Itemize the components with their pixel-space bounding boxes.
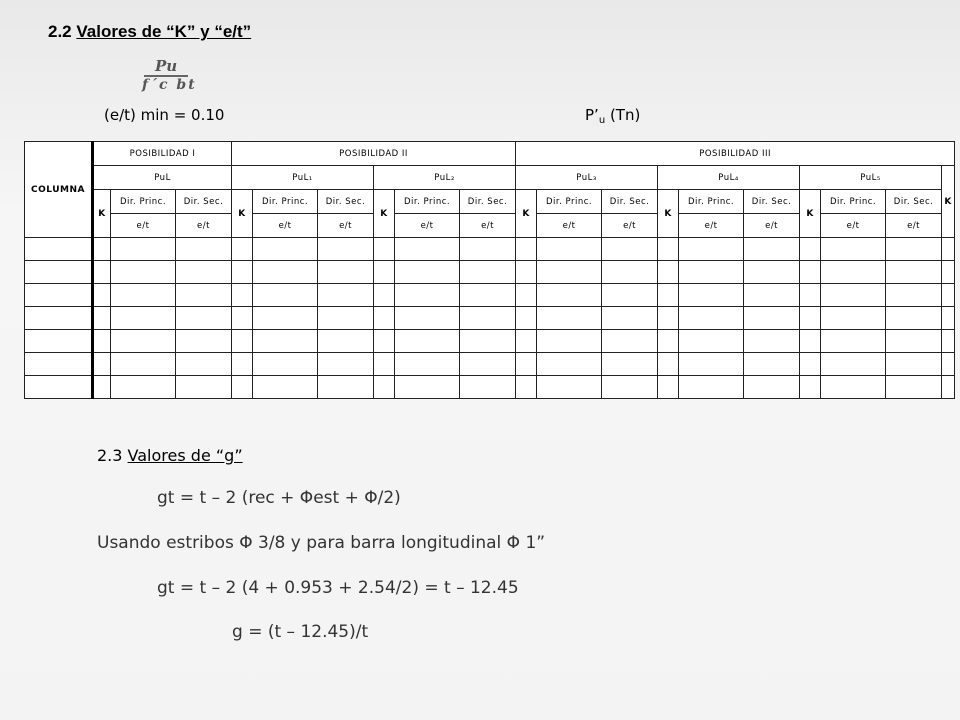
dir-sec-header: Dir. Sec. bbox=[460, 190, 516, 214]
table-cell bbox=[111, 284, 176, 307]
table-cell bbox=[516, 353, 537, 376]
table-cell bbox=[374, 330, 395, 353]
table-cell bbox=[25, 261, 93, 284]
load-header: PuL₂ bbox=[374, 166, 516, 190]
et-header: e/t bbox=[111, 214, 176, 238]
table-cell bbox=[744, 376, 800, 399]
et-header: e/t bbox=[537, 214, 602, 238]
table-cell bbox=[537, 284, 602, 307]
dir-sec-header: Dir. Sec. bbox=[886, 190, 942, 214]
table-cell bbox=[602, 284, 658, 307]
table-cell bbox=[679, 330, 744, 353]
table-cell bbox=[886, 261, 942, 284]
table-row bbox=[25, 261, 955, 284]
et-header: e/t bbox=[602, 214, 658, 238]
group-header: POSIBILIDAD II bbox=[232, 142, 516, 166]
table-row bbox=[25, 238, 955, 261]
table-cell bbox=[942, 284, 955, 307]
columna-header: COLUMNA bbox=[25, 142, 93, 238]
table-cell bbox=[395, 330, 460, 353]
pu-suffix: (Tn) bbox=[605, 106, 641, 124]
table-cell bbox=[537, 376, 602, 399]
k-et-table bbox=[24, 141, 955, 399]
table-cell bbox=[537, 330, 602, 353]
table-cell bbox=[602, 330, 658, 353]
table-cell bbox=[516, 238, 537, 261]
table-cell bbox=[821, 284, 886, 307]
table-cell bbox=[25, 307, 93, 330]
table-cell bbox=[232, 353, 253, 376]
et-header: e/t bbox=[821, 214, 886, 238]
table-cell bbox=[93, 376, 111, 399]
section-2-2-heading bbox=[48, 22, 251, 42]
table-cell bbox=[744, 238, 800, 261]
table-cell bbox=[374, 353, 395, 376]
dir-sec-header: Dir. Sec. bbox=[602, 190, 658, 214]
table-cell bbox=[176, 261, 232, 284]
table-cell bbox=[253, 307, 318, 330]
table-cell bbox=[744, 307, 800, 330]
gt-formula: gt = t – 2 (rec + Φest + Φ/2) bbox=[157, 488, 401, 508]
et-header: e/t bbox=[744, 214, 800, 238]
table-cell bbox=[176, 307, 232, 330]
header-row-directions bbox=[25, 190, 955, 214]
table-cell bbox=[800, 284, 821, 307]
load-header: PuL₄ bbox=[658, 166, 800, 190]
table-cell bbox=[537, 238, 602, 261]
table-cell bbox=[744, 284, 800, 307]
table-cell bbox=[395, 261, 460, 284]
table-cell bbox=[744, 353, 800, 376]
k-header: K bbox=[516, 190, 537, 238]
table-cell bbox=[679, 238, 744, 261]
et-header: e/t bbox=[886, 214, 942, 238]
formula-denominator: f´c bt bbox=[142, 77, 197, 93]
table-cell bbox=[602, 307, 658, 330]
table-cell bbox=[318, 261, 374, 284]
table-cell bbox=[537, 261, 602, 284]
et-header: e/t bbox=[176, 214, 232, 238]
table-cell bbox=[942, 353, 955, 376]
formula-numerator: Pu bbox=[155, 57, 178, 75]
load-header: PuL₃ bbox=[516, 166, 658, 190]
table-cell bbox=[460, 376, 516, 399]
table-cell bbox=[318, 330, 374, 353]
et-header: e/t bbox=[318, 214, 374, 238]
table-cell bbox=[800, 330, 821, 353]
table-cell bbox=[602, 261, 658, 284]
table-cell bbox=[395, 284, 460, 307]
table-cell bbox=[679, 261, 744, 284]
table-cell bbox=[232, 238, 253, 261]
dir-princ-header: Dir. Princ. bbox=[395, 190, 460, 214]
table-cell bbox=[516, 376, 537, 399]
dir-sec-header: Dir. Sec. bbox=[176, 190, 232, 214]
table-cell bbox=[318, 284, 374, 307]
table-cell bbox=[821, 238, 886, 261]
table-cell bbox=[821, 376, 886, 399]
table-cell bbox=[658, 330, 679, 353]
table-cell bbox=[25, 284, 93, 307]
table-cell bbox=[318, 307, 374, 330]
table-cell bbox=[886, 284, 942, 307]
et-header: e/t bbox=[253, 214, 318, 238]
section-number: 2.3 bbox=[97, 446, 123, 465]
et-header: e/t bbox=[460, 214, 516, 238]
et-header: e/t bbox=[395, 214, 460, 238]
table-cell bbox=[232, 307, 253, 330]
table-cell bbox=[176, 376, 232, 399]
table-cell bbox=[93, 307, 111, 330]
table-cell bbox=[942, 307, 955, 330]
table-cell bbox=[658, 353, 679, 376]
table-cell bbox=[602, 376, 658, 399]
table-cell bbox=[253, 376, 318, 399]
table-row bbox=[25, 376, 955, 399]
table-cell bbox=[942, 330, 955, 353]
table-cell bbox=[821, 353, 886, 376]
k-header: K bbox=[93, 190, 111, 238]
table-row bbox=[25, 330, 955, 353]
table-cell bbox=[318, 376, 374, 399]
table-cell bbox=[516, 261, 537, 284]
table-cell bbox=[658, 261, 679, 284]
table-cell bbox=[537, 353, 602, 376]
table-cell bbox=[232, 330, 253, 353]
table-cell bbox=[886, 376, 942, 399]
table-cell bbox=[25, 330, 93, 353]
stirrup-note: Usando estribos Φ 3/8 y para barra longitudinal Φ 1” bbox=[97, 533, 546, 553]
table-cell bbox=[176, 238, 232, 261]
table-cell bbox=[232, 284, 253, 307]
table-cell bbox=[821, 261, 886, 284]
header-row-groups bbox=[25, 142, 955, 166]
table-cell bbox=[800, 261, 821, 284]
section-number: 2.2 bbox=[48, 22, 72, 41]
dir-princ-header: Dir. Princ. bbox=[537, 190, 602, 214]
table-cell bbox=[658, 238, 679, 261]
table-row bbox=[25, 307, 955, 330]
table-cell bbox=[679, 284, 744, 307]
table-cell bbox=[111, 307, 176, 330]
table-cell bbox=[93, 330, 111, 353]
dir-princ-header: Dir. Princ. bbox=[253, 190, 318, 214]
dir-princ-header: Dir. Princ. bbox=[821, 190, 886, 214]
table-cell bbox=[821, 307, 886, 330]
table-cell bbox=[253, 261, 318, 284]
table-cell bbox=[374, 238, 395, 261]
table-cell bbox=[744, 330, 800, 353]
table-cell bbox=[395, 376, 460, 399]
table-cell bbox=[253, 330, 318, 353]
table-cell bbox=[111, 238, 176, 261]
pu-label bbox=[585, 106, 640, 126]
table-cell bbox=[176, 330, 232, 353]
et-header: e/t bbox=[679, 214, 744, 238]
et-min-text: (e/t) min = 0.10 bbox=[104, 106, 225, 124]
pu-formula bbox=[140, 57, 197, 97]
table-cell bbox=[460, 330, 516, 353]
load-header: PuL bbox=[93, 166, 232, 190]
table-cell bbox=[111, 353, 176, 376]
table-cell bbox=[800, 353, 821, 376]
table-cell bbox=[886, 330, 942, 353]
table-cell bbox=[374, 261, 395, 284]
table-cell bbox=[93, 284, 111, 307]
table-cell bbox=[886, 238, 942, 261]
table-cell bbox=[374, 307, 395, 330]
table-cell bbox=[111, 376, 176, 399]
table-cell bbox=[658, 284, 679, 307]
table-cell bbox=[821, 330, 886, 353]
table-cell bbox=[253, 353, 318, 376]
table-cell bbox=[395, 238, 460, 261]
table-cell bbox=[658, 307, 679, 330]
table-cell bbox=[537, 307, 602, 330]
table-cell bbox=[232, 376, 253, 399]
table-cell bbox=[176, 353, 232, 376]
table-cell bbox=[25, 238, 93, 261]
table-cell bbox=[232, 261, 253, 284]
k-header: K bbox=[658, 190, 679, 238]
table-cell bbox=[460, 238, 516, 261]
table-cell bbox=[516, 284, 537, 307]
k-header: K bbox=[800, 190, 821, 238]
table-cell bbox=[176, 284, 232, 307]
section-2-3-heading bbox=[97, 446, 243, 465]
table-cell bbox=[800, 238, 821, 261]
table-cell bbox=[516, 307, 537, 330]
table-cell bbox=[318, 353, 374, 376]
table-cell bbox=[744, 261, 800, 284]
table-cell bbox=[253, 238, 318, 261]
table-cell bbox=[25, 376, 93, 399]
table-cell bbox=[93, 238, 111, 261]
k-et-table-container bbox=[24, 141, 952, 411]
group-header: POSIBILIDAD I bbox=[93, 142, 232, 166]
table-row bbox=[25, 353, 955, 376]
table-cell bbox=[679, 376, 744, 399]
table-cell bbox=[679, 353, 744, 376]
dir-sec-header: Dir. Sec. bbox=[744, 190, 800, 214]
k-header: K bbox=[232, 190, 253, 238]
table-cell bbox=[93, 353, 111, 376]
table-cell bbox=[25, 353, 93, 376]
table-cell bbox=[602, 238, 658, 261]
table-cell bbox=[886, 353, 942, 376]
table-cell bbox=[395, 353, 460, 376]
gt-calculation: gt = t – 2 (4 + 0.953 + 2.54/2) = t – 12.45 bbox=[157, 578, 519, 598]
load-header: PuL₁ bbox=[232, 166, 374, 190]
table-cell bbox=[679, 307, 744, 330]
table-cell bbox=[111, 261, 176, 284]
table-cell bbox=[395, 307, 460, 330]
header-row-loads bbox=[25, 166, 955, 190]
table-cell bbox=[111, 330, 176, 353]
group-header: POSIBILIDAD III bbox=[516, 142, 955, 166]
table-cell bbox=[886, 307, 942, 330]
table-cell bbox=[942, 376, 955, 399]
k-header: K bbox=[942, 166, 955, 238]
table-row bbox=[25, 284, 955, 307]
table-cell bbox=[253, 284, 318, 307]
table-cell bbox=[602, 353, 658, 376]
table-cell bbox=[800, 307, 821, 330]
table-cell bbox=[516, 330, 537, 353]
section-title: Valores de “K” y “e/t” bbox=[76, 22, 252, 41]
table-cell bbox=[942, 238, 955, 261]
table-cell bbox=[942, 261, 955, 284]
table-cell bbox=[460, 261, 516, 284]
k-header: K bbox=[374, 190, 395, 238]
section-title: Valores de “g” bbox=[127, 446, 243, 465]
table-cell bbox=[460, 307, 516, 330]
pu-subscript: u bbox=[598, 115, 606, 126]
table-cell bbox=[374, 284, 395, 307]
table-cell bbox=[318, 238, 374, 261]
table-cell bbox=[658, 376, 679, 399]
dir-princ-header: Dir. Princ. bbox=[679, 190, 744, 214]
table-cell bbox=[800, 376, 821, 399]
table-cell bbox=[93, 261, 111, 284]
table-cell bbox=[374, 376, 395, 399]
dir-sec-header: Dir. Sec. bbox=[318, 190, 374, 214]
table-cell bbox=[460, 353, 516, 376]
pu-prefix: P’ bbox=[585, 106, 599, 124]
dir-princ-header: Dir. Princ. bbox=[111, 190, 176, 214]
g-result: g = (t – 12.45)/t bbox=[232, 622, 369, 642]
table-cell bbox=[460, 284, 516, 307]
load-header: PuL₅ bbox=[800, 166, 942, 190]
